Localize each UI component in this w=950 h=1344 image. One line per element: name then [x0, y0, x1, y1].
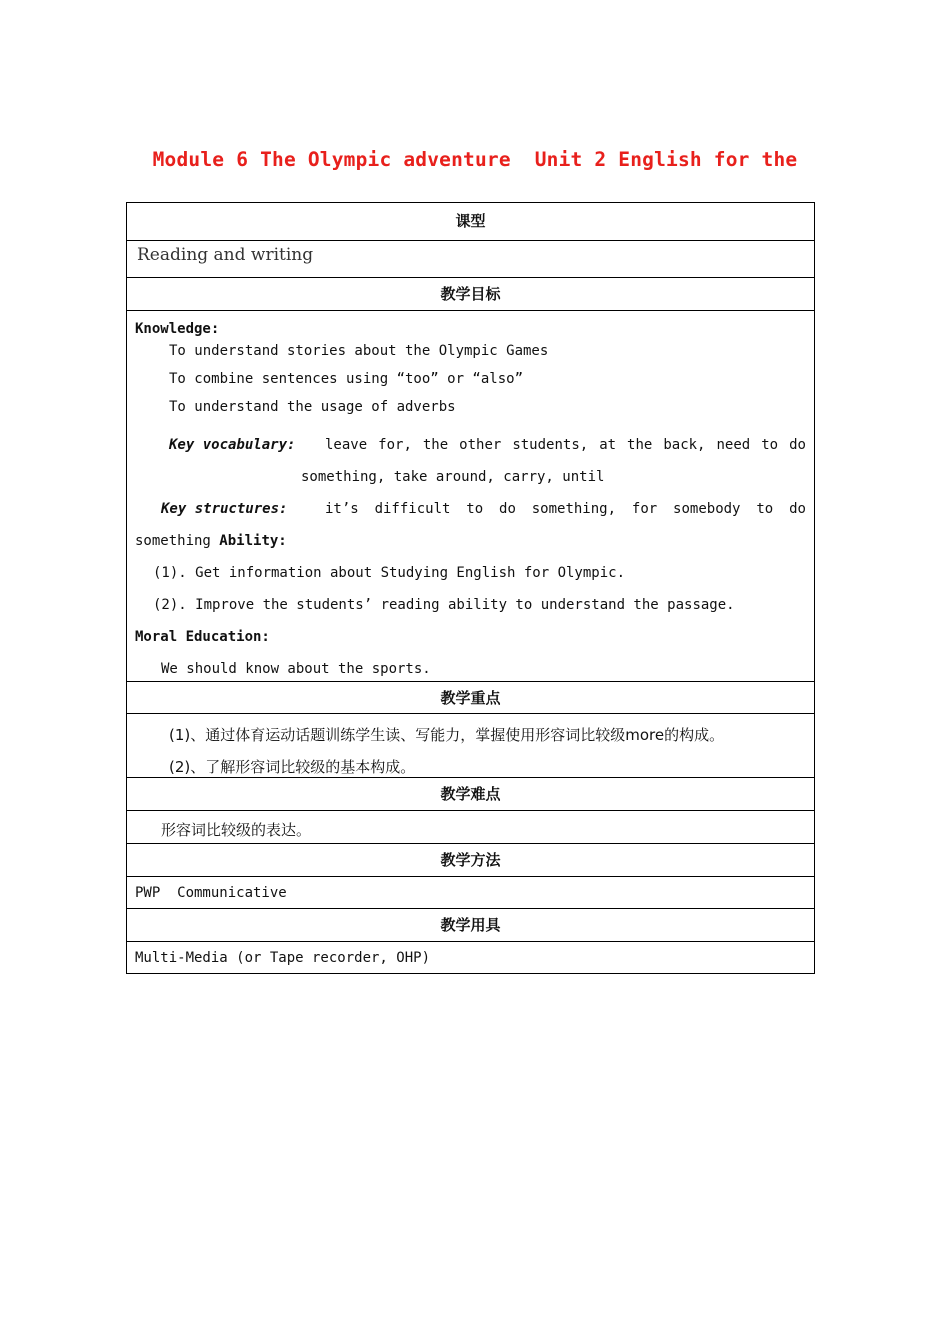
vocab-word: students,: [512, 437, 589, 453]
tools-header: [127, 908, 814, 941]
ability-label: Ability:: [219, 533, 287, 549]
methods-value: PWP Communicative: [135, 885, 287, 901]
vocab-word: at: [599, 437, 617, 453]
key-points-header-text: 教学重点: [440, 689, 501, 707]
difficulties-value: 形容词比较级的表达。: [161, 821, 312, 839]
key-structures-line2: [135, 533, 287, 549]
vocab-word: for,: [378, 437, 412, 453]
key-vocabulary-line2: something, take around, carry, until: [301, 469, 605, 485]
vocab-word: leave: [325, 437, 368, 453]
key-structures-words: [325, 501, 806, 517]
objectives-header-text: 教学目标: [440, 285, 501, 303]
knowledge-item: To combine sentences using “too” or “also”: [169, 371, 524, 387]
methods-header: [127, 843, 814, 876]
methods-header-text: 教学方法: [440, 851, 501, 869]
key-points-header: [127, 681, 814, 713]
structure-word: for: [631, 501, 658, 517]
vocab-word: back,: [663, 437, 706, 453]
knowledge-label: Knowledge:: [135, 321, 220, 337]
vocab-word: other: [459, 437, 502, 453]
vocab-word: do: [789, 437, 806, 453]
knowledge-item: To understand stories about the Olympic Games: [169, 343, 549, 359]
key-vocabulary-words: [325, 437, 806, 453]
difficulties-header-text: 教学难点: [440, 785, 501, 803]
key-vocabulary-label: Key vocabulary:: [169, 437, 296, 453]
methods-body: [127, 876, 814, 908]
key-structures-continuation: something: [135, 533, 211, 549]
lesson-type-header: [127, 203, 814, 240]
tools-value: Multi-Media (or Tape recorder, OHP): [135, 950, 431, 966]
document-title: Module 6 The Olympic adventure Unit 2 English for the: [152, 148, 798, 171]
objectives-body: [127, 310, 814, 681]
knowledge-item: To understand the usage of adverbs: [169, 399, 456, 415]
key-point-item: (2)、了解形容词比较级的基本构成。: [169, 758, 416, 776]
key-structures-label: Key structures:: [161, 501, 288, 517]
difficulties-body: [127, 810, 814, 843]
key-points-body: [127, 713, 814, 777]
lesson-plan-table: [126, 202, 815, 974]
vocab-word: the: [627, 437, 653, 453]
tools-body: [127, 941, 814, 973]
structure-word: do: [499, 501, 516, 517]
structure-word: difficult: [374, 501, 451, 517]
vocab-word: need: [716, 437, 751, 453]
moral-education-label: Moral Education:: [135, 629, 270, 645]
structure-word: it’s: [325, 501, 359, 517]
ability-item: (1). Get information about Studying English for Olympic.: [153, 565, 626, 581]
structure-word: to: [756, 501, 774, 517]
structure-word: to: [466, 501, 484, 517]
structure-word: somebody: [673, 501, 741, 517]
vocab-word: the: [422, 437, 449, 453]
vocab-word: to: [761, 437, 779, 453]
ability-item: (2). Improve the students’ reading ability to understand the passage.: [153, 597, 735, 613]
tools-header-text: 教学用具: [440, 916, 501, 934]
difficulties-header: [127, 777, 814, 810]
structure-word: something,: [531, 501, 617, 517]
lesson-type-header-text: 课型: [455, 212, 486, 230]
structure-word: do: [789, 501, 806, 517]
key-point-item: (1)、通过体育运动话题训练学生读、写能力，掌握使用形容词比较级more的构成。: [169, 726, 725, 744]
moral-education-text: We should know about the sports.: [161, 661, 431, 677]
lesson-type-row: [127, 240, 814, 277]
objectives-header: [127, 277, 814, 310]
lesson-type-value: Reading and writing: [137, 245, 314, 265]
